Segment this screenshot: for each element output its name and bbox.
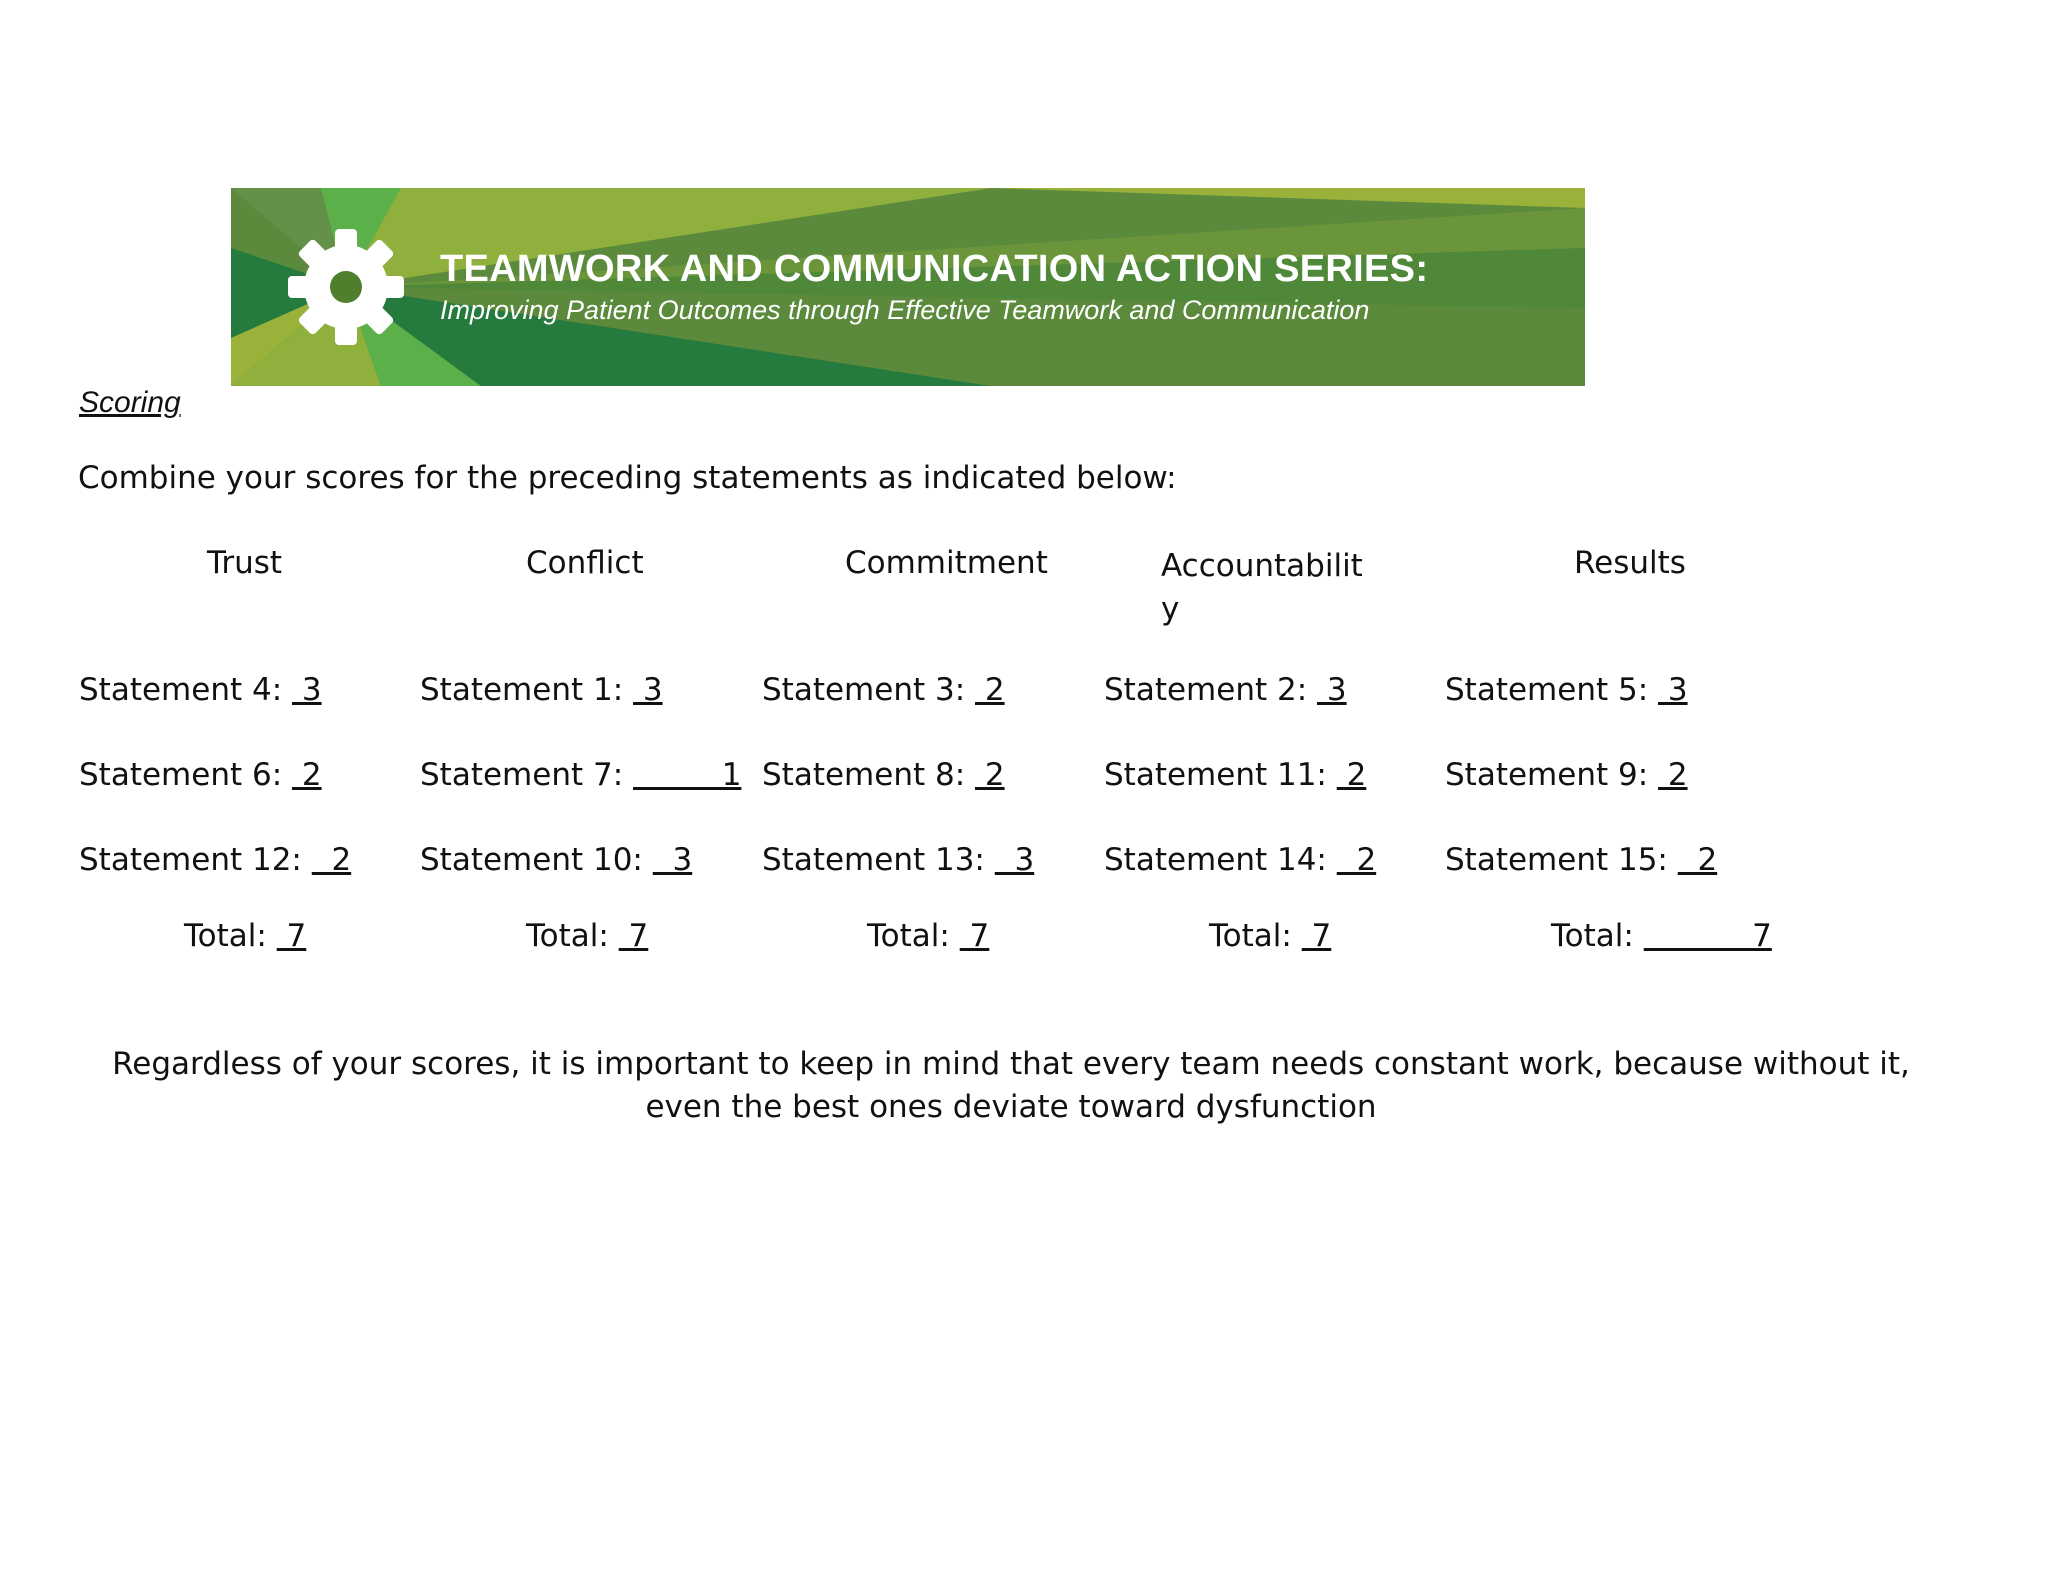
- total-conflict: Total: 7: [526, 918, 649, 954]
- statement-score: 2: [311, 842, 352, 878]
- statement-row: Statement 6: 2: [79, 757, 322, 793]
- banner-title: TEAMWORK AND COMMUNICATION ACTION SERIES:: [440, 248, 1429, 290]
- total-score: 7: [276, 918, 307, 954]
- statement-score: 1: [633, 757, 742, 793]
- statement-row: Statement 2: 3: [1104, 672, 1347, 708]
- statement-score: 3: [633, 672, 663, 708]
- statement-row: Statement 9: 2: [1445, 757, 1688, 793]
- column-heading-accountability: Accountability: [1161, 548, 1363, 627]
- statement-score: 3: [292, 672, 322, 708]
- series-banner: [231, 188, 1585, 386]
- statement-score: 2: [975, 757, 1005, 793]
- statement-row: Statement 11: 2: [1104, 757, 1367, 793]
- total-results: Total: 7: [1551, 918, 1772, 954]
- statement-row: Statement 10: 3: [420, 842, 693, 878]
- statement-score: 2: [975, 672, 1005, 708]
- statement-score: 2: [292, 757, 322, 793]
- total-trust: Total: 7: [184, 918, 307, 954]
- column-heading-trust: Trust: [207, 545, 283, 581]
- statement-score: 2: [1336, 757, 1367, 793]
- closing-note: Regardless of your scores, it is important to keep in mind that every team needs constant work, because without it, even the best ones deviate toward dysfunction: [112, 1046, 1910, 1125]
- statement-row: Statement 14: 2: [1104, 842, 1377, 878]
- statement-row: Statement 5: 3: [1445, 672, 1688, 708]
- total-score: 7: [1643, 918, 1772, 954]
- statement-score: 2: [1677, 842, 1718, 878]
- total-score: 7: [618, 918, 649, 954]
- statement-row: Statement 13: 3: [762, 842, 1035, 878]
- statement-row: Statement 1: 3: [420, 672, 663, 708]
- column-heading-conflict: Conflict: [526, 545, 644, 581]
- statement-score: 2: [1658, 757, 1688, 793]
- statement-score: 3: [652, 842, 693, 878]
- total-score: 7: [959, 918, 990, 954]
- total-score: 7: [1301, 918, 1332, 954]
- statement-row: Statement 3: 2: [762, 672, 1005, 708]
- statement-score: 3: [994, 842, 1035, 878]
- intro-text: Combine your scores for the preceding statements as indicated below:: [78, 460, 1177, 496]
- scoring-heading: Scoring: [79, 386, 181, 419]
- statement-score: 2: [1336, 842, 1377, 878]
- banner-subtitle: Improving Patient Outcomes through Effective Teamwork and Communication: [440, 295, 1370, 325]
- statement-score: 3: [1317, 672, 1347, 708]
- statement-row: Statement 4: 3: [79, 672, 322, 708]
- statement-row: Statement 7: 1: [420, 757, 742, 793]
- statement-row: Statement 8: 2: [762, 757, 1005, 793]
- total-accountability: Total: 7: [1209, 918, 1332, 954]
- statement-row: Statement 15: 2: [1445, 842, 1718, 878]
- column-heading-commitment: Commitment: [845, 545, 1048, 581]
- total-commitment: Total: 7: [867, 918, 990, 954]
- statement-score: 3: [1658, 672, 1688, 708]
- statement-row: Statement 12: 2: [79, 842, 352, 878]
- column-heading-results: Results: [1574, 545, 1686, 581]
